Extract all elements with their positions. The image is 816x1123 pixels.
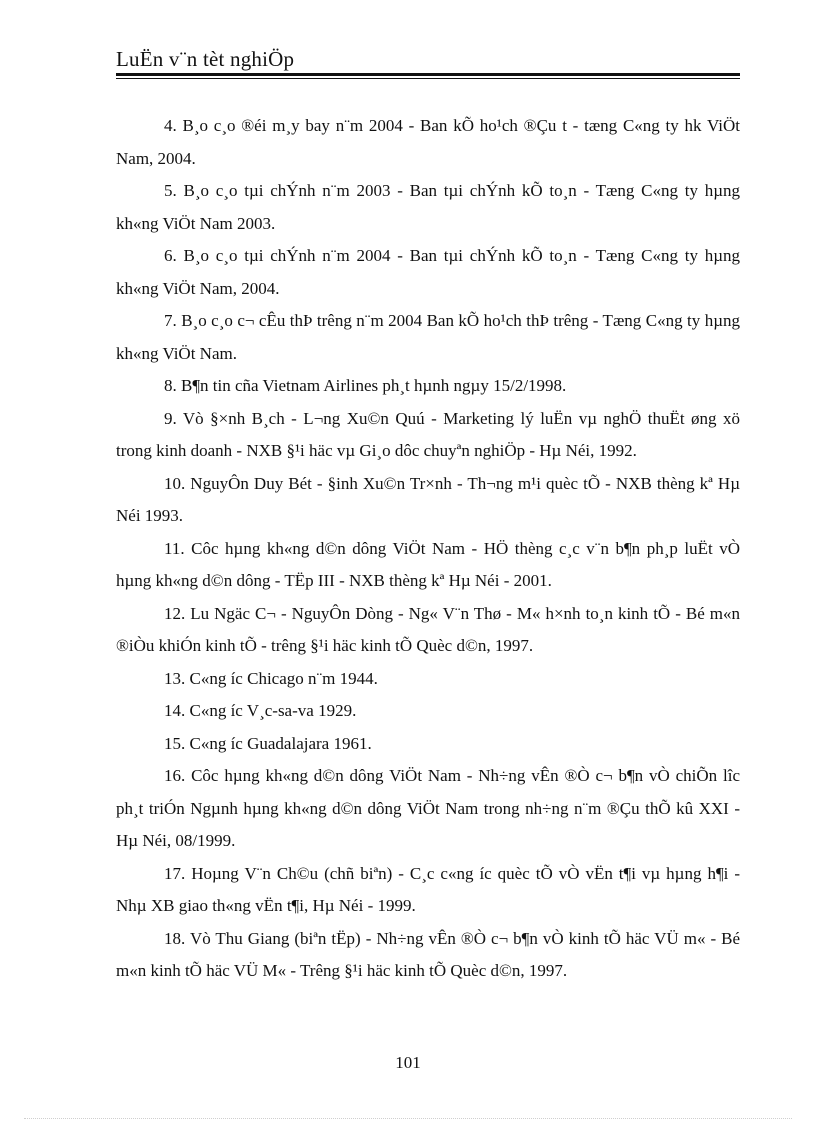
reference-item: 4. B¸o c¸o ®éi m¸y bay n¨m 2004 - Ban kÕ ho¹ch ®Çu t - tæng C«ng ty hk ViÖt Nam, 2004. [116,116,740,168]
reference-item: 8. B¶n tin cña Vietnam Airlines ph¸t hµnh ngµy 15/2/1998. [164,376,567,395]
header-title: LuËn v¨n tèt nghiÖp [116,47,295,71]
reference-item: 10. NguyÔn Duy Bét - §inh Xu©n Tr×nh - Th¬ng m¹i quèc tÕ - NXB thèng kª Hµ Néi 1993. [116,473,740,525]
reference-item: 17. Hoµng V¨n Ch©u (chñ biªn) - C¸c c«ng íc quèc tÕ vÒ vËn t¶i vµ hµng h¶i - Nhµ XB giao th«ng vËn t¶i, Hµ Néi - 1999. [116,863,740,915]
bottom-divider [24,1118,792,1119]
reference-item: 11. Côc hµng kh«ng d©n dông ViÖt Nam - HÖ thèng c¸c v¨n b¶n ph¸p luËt vÒ hµng kh«ng d©n dông - TËp III - NXB thèng kª Hµ Néi - 2001. [116,538,740,590]
header-rule-thin [116,78,740,79]
reference-item: 5. B¸o c¸o tµi chÝnh n¨m 2003 - Ban tµi chÝnh kÕ to¸n - Tæng C«ng ty hµng kh«ng ViÖt Nam 2003. [116,181,740,233]
reference-item: 18. Vò Thu Giang (biªn tËp) - Nh÷ng vÊn ®Ò c¬ b¶n vÒ kinh tÕ häc VÜ m« - Bé m«n kinh tÕ häc VÜ M« - Trêng §¹i häc kinh tÕ Quèc d©n, 1997. [116,928,740,980]
reference-item: 7. B¸o c¸o c¬ cÊu thÞ trêng n¨m 2004 Ban kÕ ho¹ch thÞ trêng - Tæng C«ng ty hµng kh«ng ViÖt Nam. [116,311,740,363]
reference-list [116,110,740,988]
reference-item: 9. Vò §×nh B¸ch - L¬ng Xu©n Quú - Marketing lý luËn vµ nghÖ thuËt øng xö trong kinh doanh - NXB §¹i häc vµ Gi¸o dôc chuyªn nghiÖp - Hµ Néi, 1992. [116,408,740,460]
reference-item: 14. C«ng íc V¸c-sa-va 1929. [164,701,357,720]
reference-item: 12. Lu Ngäc C¬ - NguyÔn Dòng - Ng« V¨n Thø - M« h×nh to¸n kinh tÕ - Bé m«n ®iÒu khiÓn kinh tÕ - trêng §¹i häc kinh tÕ Quèc d©n, 1997. [116,603,740,655]
page-number: 101 [395,1053,421,1072]
header-rule-thick [116,73,740,76]
reference-item: 15. C«ng íc Guadalajara 1961. [164,733,372,753]
reference-item: 13. C«ng íc Chicago n¨m 1944. [164,668,378,688]
reference-item: 16. Côc hµng kh«ng d©n dông ViÖt Nam - Nh÷ng vÊn ®Ò c¬ b¶n vÒ chiÕn lîc ph¸t triÓn Ngµnh hµng kh«ng d©n dông ViÖt Nam trong nh÷ng n¨m ®Çu thÕ kû XXI - Hµ Néi, 08/1999. [116,766,740,850]
reference-item: 6. B¸o c¸o tµi chÝnh n¨m 2004 - Ban tµi chÝnh kÕ to¸n - Tæng C«ng ty hµng kh«ng ViÖt Nam, 2004. [116,246,740,298]
